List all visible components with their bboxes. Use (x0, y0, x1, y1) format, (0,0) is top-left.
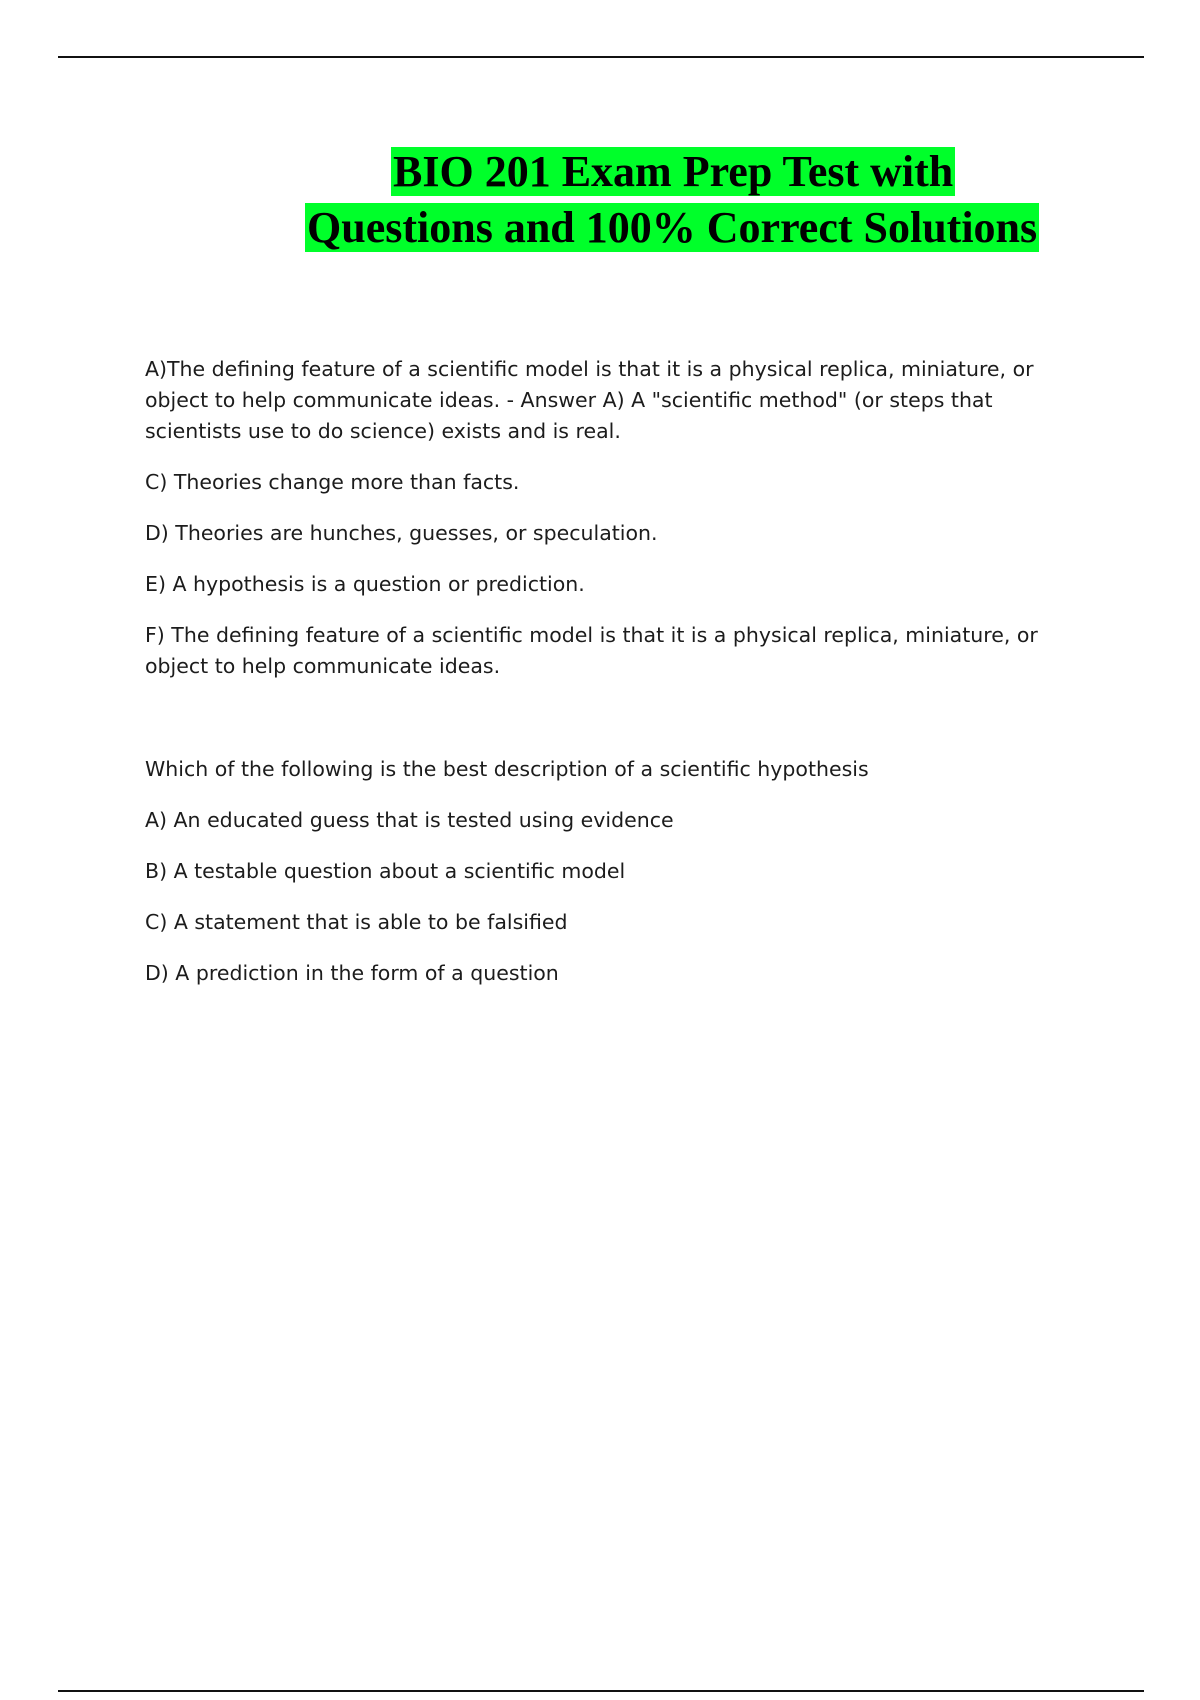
option-a: A) An educated guess that is tested using evidence (145, 808, 674, 832)
answer-paragraph: A)The defining feature of a scientific model is that it is a physical replica, miniature, or object to help communicate ideas. - Answer A) A "scientific method" (or steps that scientists use to do science) exists and is real. (145, 357, 1034, 443)
statement-f: F) The defining feature of a scientific model is that it is a physical replica, miniature, or object to help communicate ideas. (145, 623, 1038, 678)
bottom-divider (58, 1690, 1144, 1692)
statement-c: C) Theories change more than facts. (145, 470, 520, 494)
title-text-1: BIO 201 Exam Prep Test with (393, 147, 954, 196)
section-gap (145, 702, 1075, 754)
document-title (60, 144, 1140, 256)
statement-d: D) Theories are hunches, guesses, or speculation. (145, 521, 658, 545)
title-line-2 (60, 200, 1140, 256)
question-text: Which of the following is the best description of a scientific hypothesis (145, 757, 869, 781)
title-line-1 (60, 144, 1140, 200)
option-b: B) A testable question about a scientific model (145, 859, 626, 883)
title-text-2: Questions and 100% Correct Solutions (307, 203, 1038, 252)
option-c: C) A statement that is able to be falsified (145, 910, 568, 934)
document-body (145, 354, 1075, 1009)
statement-e: E) A hypothesis is a question or prediction. (145, 572, 585, 596)
option-d: D) A prediction in the form of a question (145, 961, 559, 985)
top-divider (58, 56, 1144, 58)
